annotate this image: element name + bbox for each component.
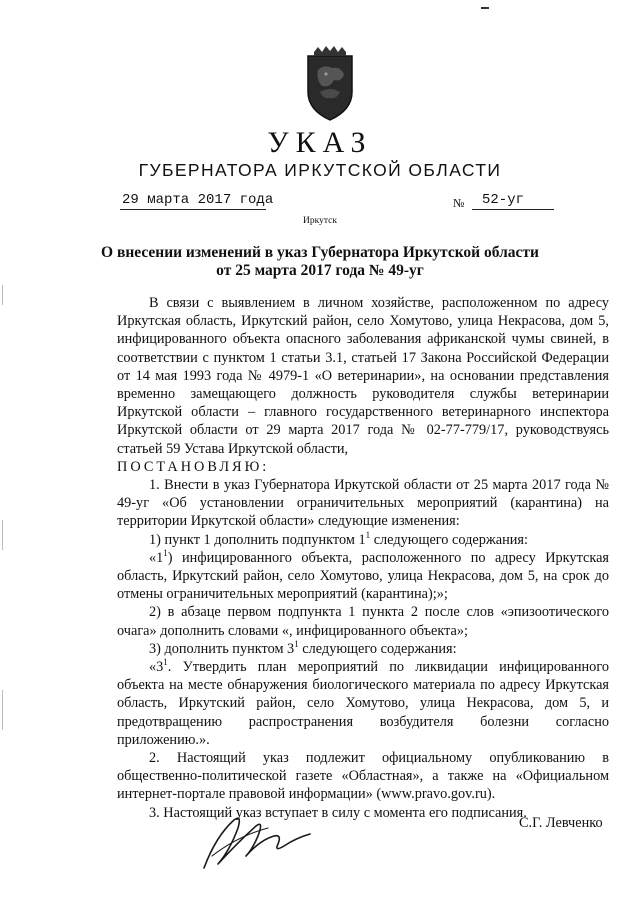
- text-run: ) инфицированного объекта, расположенного по адресу Иркутская область, Иркутский район, село Хомутово, улица Некрасова, дом 5, на срок до отмены ограничительных мероприятий (карантина);»;: [117, 549, 609, 603]
- superscript: 1: [294, 638, 299, 649]
- superscript: 1: [365, 529, 371, 540]
- preamble-paragraph: В связи с выявлением в личном хозяйстве, расположенном по адресу Иркутская область, Иркутский район, село Хомутово, улица Некрасова, дом 5, инфицированного объекта опасного заболевания африканской чумы свиней, в соответствии с пунктом 1 статьи 3.1, статьей 17 Закона Российской Федерации от 14 мая 1993 года № 4979-1 «О ветеринарии», на основании представления временно замещающего должность руководителя службы ветеринарии Иркутской области – главного государственного ветеринарного инспектора Иркутской области от 29 марта 2017 года № 02-77-779/17, руководствуясь статьей 59 Устава Иркутской области,: [117, 295, 609, 457]
- document-type: УКАЗ: [267, 126, 373, 159]
- title-line: от 25 марта 2017 года № 49-уг: [216, 262, 424, 279]
- scan-edge-mark: [2, 520, 3, 550]
- text-run: «3: [149, 659, 164, 676]
- quoted-subparagraph-1-1: [117, 549, 609, 604]
- subparagraph-3: [117, 640, 609, 658]
- text-run: «1: [149, 549, 164, 566]
- issuer-title: ГУБЕРНАТОРА ИРКУТСКОЙ ОБЛАСТИ: [138, 160, 502, 180]
- text-run: следующего содержания:: [370, 531, 528, 548]
- scan-edge-mark: [2, 690, 3, 730]
- superscript: 1: [163, 547, 168, 558]
- scan-mark: [481, 7, 489, 9]
- subparagraph-1: [117, 531, 609, 549]
- number-sign: №: [453, 196, 465, 210]
- decree-word: ПОСТАНОВЛЯЮ:: [117, 458, 270, 475]
- document-title: [100, 244, 540, 280]
- coat-of-arms-icon: [304, 46, 356, 122]
- title-line: О внесении изменений в указ Губернатора Иркутской области: [101, 244, 539, 261]
- superscript: 1: [163, 657, 168, 668]
- subparagraph-2: 2) в абзаце первом подпункта 1 пункта 2 после слов «эпизоотического очага» дополнить словами «, инфицированного объекта»;: [117, 604, 609, 639]
- text-run: 3) дополнить пунктом 3: [149, 640, 295, 657]
- paragraph-2: 2. Настоящий указ подлежит официальному опубликованию в общественно-политической газете «Областная», а также на «Официальном интернет-портале правовой информации» (www.pravo.gov.ru).: [117, 750, 609, 803]
- text-run: . Утвердить план мероприятий по ликвидации инфицированного объекта на месте обнаружения биологического материала по адресу Иркутская область, Иркутский район, село Хомутово, улица Некрасова, дом 5, и предотвращению распространения возбудителя болезни согласно приложению.».: [117, 659, 609, 748]
- document-number: 52-уг: [482, 192, 525, 208]
- signer-name: С.Г. Левченко: [519, 815, 603, 831]
- document-date: 29 марта 2017 года: [122, 192, 274, 208]
- date-underline: [120, 209, 266, 210]
- text-run: следующего содержания:: [298, 640, 457, 657]
- city-label: Иркутск: [303, 216, 337, 226]
- handwritten-signature: [198, 806, 318, 874]
- quoted-paragraph-3-1: [117, 658, 609, 749]
- scan-edge-mark: [2, 285, 3, 305]
- text-run: 1) пункт 1 дополнить подпунктом 1: [149, 531, 366, 548]
- paragraph-3: 3. Настоящий указ вступает в силу с момента его подписания.: [149, 804, 527, 821]
- number-underline: [472, 209, 554, 210]
- document-body: [117, 294, 609, 822]
- paragraph-1: 1. Внести в указ Губернатора Иркутской области от 25 марта 2017 года № 49-уг «Об установлении ограничительных мероприятий (карантина) на территории Иркутской области» следующие изменения:: [117, 477, 609, 530]
